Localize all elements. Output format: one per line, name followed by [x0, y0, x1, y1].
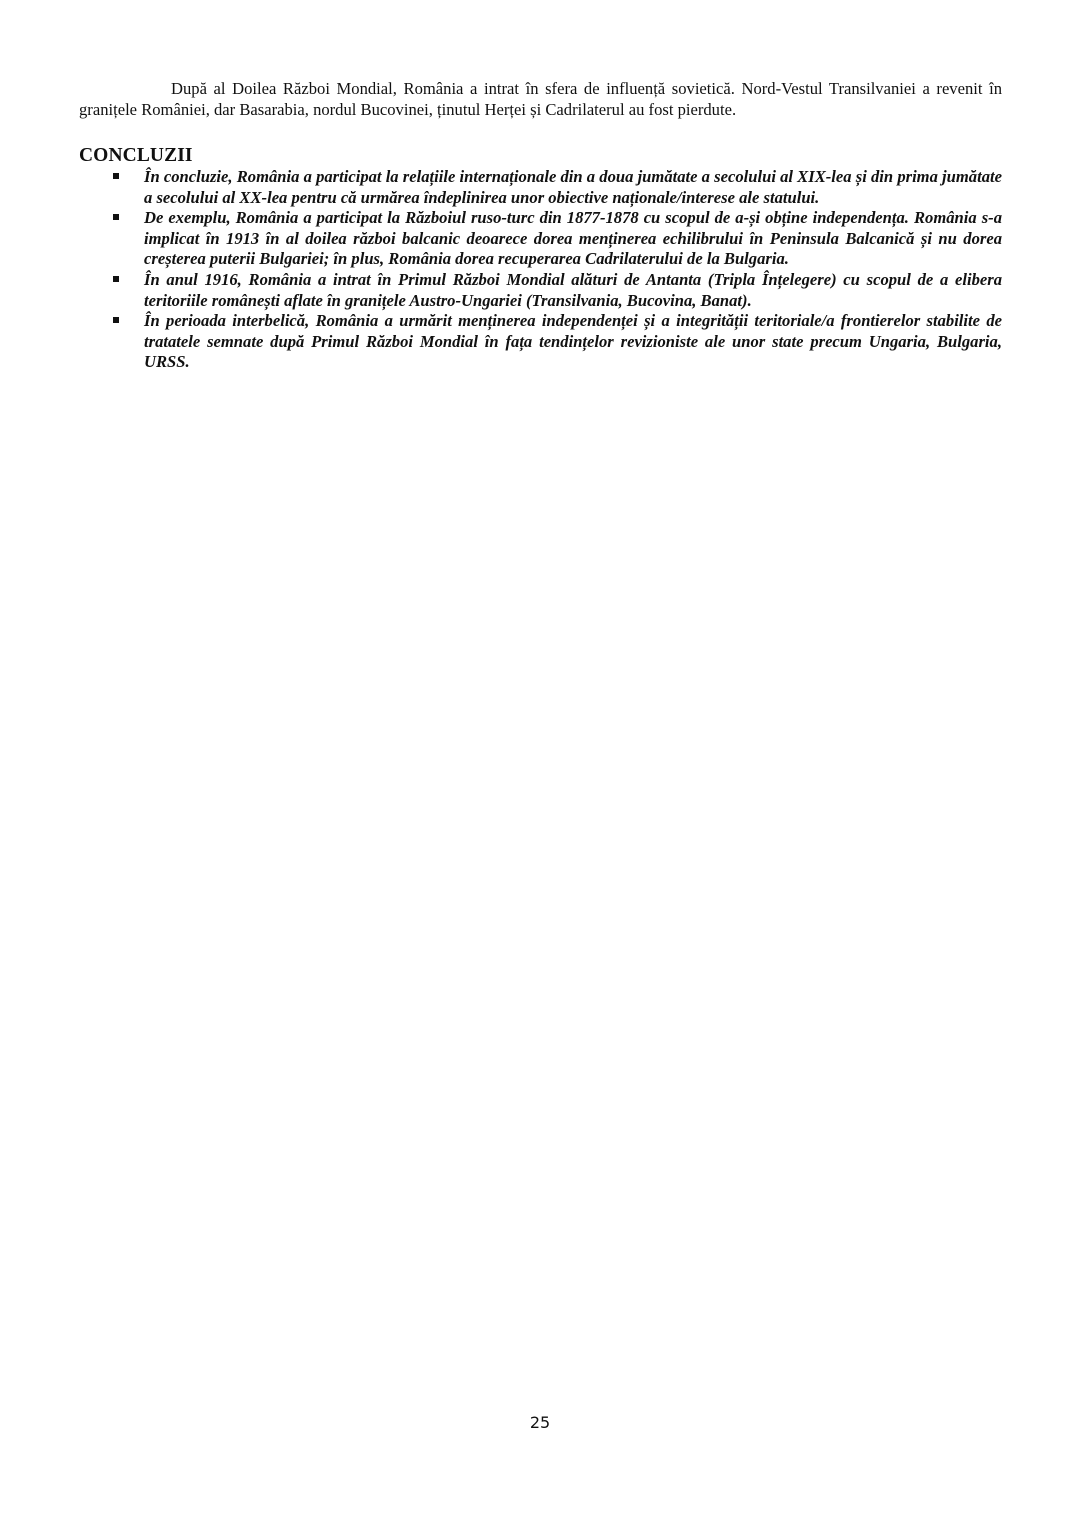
page-number: 25: [529, 1413, 551, 1432]
list-item: [79, 208, 1002, 270]
square-bullet-icon: [113, 317, 119, 323]
section-heading-conclusions: CONCLUZII: [79, 145, 193, 166]
square-bullet-icon: [113, 173, 119, 179]
list-item-text: În anul 1916, România a intrat în Primul Război Mondial alături de Antanta (Tripla Înțelegere) cu scopul de a elibera teritoriile românești aflate în granițele Austro-Ungariei (Transilvania, Bucovina, Banat).: [144, 269, 1002, 310]
conclusions-list: [79, 167, 1002, 373]
square-bullet-icon: [113, 214, 119, 220]
list-item-text: De exemplu, România a participat la Războiul ruso-turc din 1877-1878 cu scopul de a-și obține independența. România s-a implicat în 1913 în al doilea război balcanic deoarece dorea menținerea echilibrului în Peninsula Balcanică și nu dorea creșterea puterii Bulgariei; în plus, România dorea recuperarea Cadrilaterului de la Bulgaria.: [144, 208, 1002, 269]
list-item: [79, 311, 1002, 373]
document-page: [79, 78, 1002, 373]
list-item: [79, 167, 1002, 208]
list-item: [79, 270, 1002, 311]
square-bullet-icon: [113, 276, 119, 282]
intro-paragraph: După al Doilea Război Mondial, România a intrat în sfera de influență sovietică. Nord-Vestul Transilvaniei a revenit în granițele României, dar Basarabia, nordul Bucovinei, ținutul Herței și Cadrilaterul au fost pierdute.: [79, 79, 1002, 119]
list-item-text: În concluzie, România a participat la relațiile internaționale din a doua jumătate a secolului al XIX-lea și din prima jumătate a secolului al XX-lea pentru că urmărea îndeplinirea unor obiective naționale/interese ale statului.: [144, 167, 1002, 207]
list-item-text: În perioada interbelică, România a urmărit menținerea independenței și a integrității teritoriale/a frontierelor stabilite de tratatele semnate după Primul Război Mondial în fața tendințelor revizioniste ale unor state precum Ungaria, Bulgaria, URSS.: [144, 311, 1002, 372]
